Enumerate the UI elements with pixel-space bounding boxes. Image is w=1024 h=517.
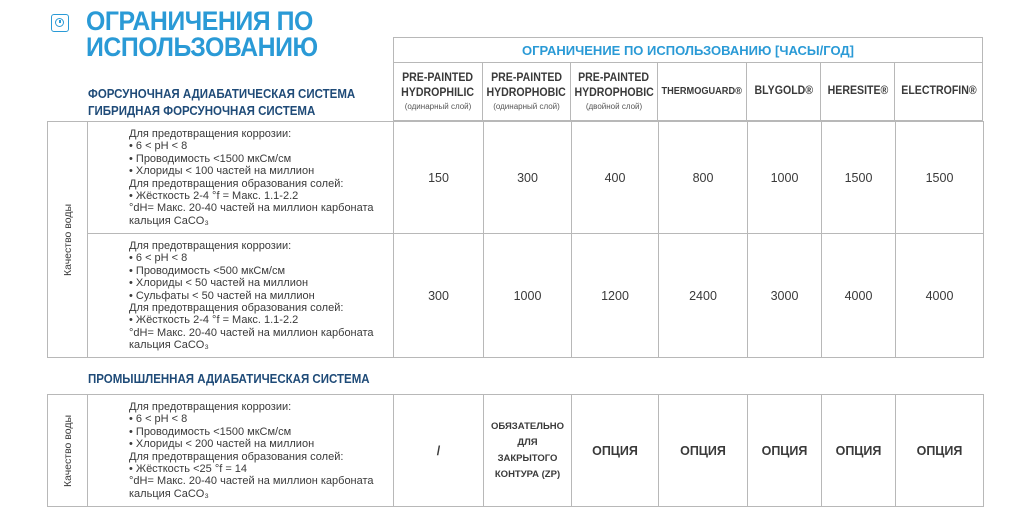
value-cell: 1200 xyxy=(572,234,659,358)
water-quality-label: Качество воды xyxy=(61,414,74,487)
side-label-cell xyxy=(48,122,88,358)
condition-line: Для предотвращения образования солей: xyxy=(129,450,344,463)
table-row xyxy=(48,234,984,358)
column-name: PRE-PAINTED xyxy=(402,72,474,84)
condition-line: Для предотвращения коррозии: xyxy=(129,401,292,413)
value-cell: 4000 xyxy=(896,234,984,358)
condition-line: Для предотвращения образования солей: xyxy=(129,302,344,315)
condition-line: °dH= Макс. 20-40 частей на миллион карбоната xyxy=(129,202,374,215)
condition-line: Для предотвращения коррозии: xyxy=(129,240,292,252)
condition-line: Для предотвращения образования солей: xyxy=(129,177,344,190)
condition-line: • Жёсткость <25 °f = 14 xyxy=(129,463,248,476)
column-name: BLYGOLD® xyxy=(754,85,813,97)
table-row xyxy=(48,395,984,507)
side-label-cell xyxy=(48,395,88,507)
condition-line: °dH= Макс. 20-40 частей на миллион карбоната xyxy=(129,326,374,339)
value-cell: 150 xyxy=(394,122,484,234)
value-cell: 1000 xyxy=(748,122,822,234)
page-title-line-1: ОГРАНИЧЕНИЯ ПО xyxy=(86,6,313,36)
info-circle-icon xyxy=(51,14,69,32)
page-title xyxy=(86,8,318,60)
column-name: HYDROPHILIC xyxy=(401,87,475,99)
column-name: HERESITE® xyxy=(827,85,888,97)
conditions-cell xyxy=(88,234,394,358)
condition-line: • Жёсткость 2-4 °f = Макс. 1.1-2.2 xyxy=(129,190,299,203)
column-header-hydrophobic-double xyxy=(571,63,658,121)
column-subtitle: (одинарный слой) xyxy=(404,102,472,111)
section-label-spray-system: ФОРСУНОЧНАЯ АДИАБАТИЧЕСКАЯ СИСТЕМА xyxy=(88,87,356,101)
value-cell: 800 xyxy=(659,122,748,234)
value-cell: 3000 xyxy=(748,234,822,358)
value-cell: ОБЯЗАТЕЛЬНО ДЛЯ ЗАКРЫТОГО КОНТУРА (ZP) xyxy=(484,395,572,507)
section-label-industrial-system: ПРОМЫШЛЕННАЯ АДИАБАТИЧЕСКАЯ СИСТЕМА xyxy=(88,372,370,386)
condition-line: кальция CaCO₃ xyxy=(129,487,209,500)
value-cell: 1500 xyxy=(822,122,896,234)
column-name: THERMOGUARD® xyxy=(661,86,743,97)
column-name: PRE-PAINTED xyxy=(578,72,650,84)
page-title-line-2: ИСПОЛЬЗОВАНИЮ xyxy=(86,32,318,62)
column-header-blygold xyxy=(747,63,821,121)
value-cell: 400 xyxy=(572,122,659,234)
condition-line: • Хлориды < 100 частей на миллион xyxy=(129,165,315,178)
value-cell: / xyxy=(394,395,484,507)
column-header-electrofin xyxy=(895,63,983,121)
conditions-cell xyxy=(88,122,394,234)
condition-line: кальция CaCO₃ xyxy=(129,339,209,352)
column-name: HYDROPHOBIC xyxy=(574,87,654,99)
column-header-hydrophilic xyxy=(393,63,483,121)
condition-line: • Хлориды < 200 частей на миллион xyxy=(129,438,315,451)
value-cell: 4000 xyxy=(822,234,896,358)
column-header-hydrophobic-single xyxy=(483,63,571,121)
condition-line: кальция CaCO₃ xyxy=(129,214,209,227)
condition-line: • Проводимость <1500 мкСм/см xyxy=(129,425,292,438)
value-cell: ОПЦИЯ xyxy=(896,395,984,507)
value-cell: 300 xyxy=(394,234,484,358)
value-cell: 1500 xyxy=(896,122,984,234)
condition-line: • 6 < pH < 8 xyxy=(129,140,188,153)
value-cell: 2400 xyxy=(659,234,748,358)
industrial-limits-table xyxy=(47,394,984,507)
water-quality-label: Качество воды xyxy=(61,203,74,276)
condition-line: • Хлориды < 50 частей на миллион xyxy=(129,277,309,290)
section-label-hybrid-system: ГИБРИДНАЯ ФОРСУНОЧНАЯ СИСТЕМА xyxy=(88,104,316,118)
column-subtitle: (одинарный слой) xyxy=(493,102,560,111)
value-cell: ОПЦИЯ xyxy=(822,395,896,507)
condition-line: • 6 < pH < 8 xyxy=(129,413,188,426)
column-name: PRE-PAINTED xyxy=(491,72,562,84)
condition-line: • Проводимость <500 мкСм/см xyxy=(129,264,286,277)
condition-line: Для предотвращения коррозии: xyxy=(129,128,292,140)
value-cell: ОПЦИЯ xyxy=(659,395,748,507)
value-cell: 300 xyxy=(484,122,572,234)
condition-line: • Проводимость <1500 мкСм/см xyxy=(129,152,292,165)
condition-line: • 6 < pH < 8 xyxy=(129,252,188,265)
usage-limits-table xyxy=(47,121,984,358)
column-name: ELECTROFIN® xyxy=(900,85,977,97)
condition-line: • Жёсткость 2-4 °f = Макс. 1.1-2.2 xyxy=(129,314,299,327)
column-name: HYDROPHOBIC xyxy=(486,87,567,99)
table-row xyxy=(48,122,984,234)
value-cell: ОПЦИЯ xyxy=(748,395,822,507)
value-cell: 1000 xyxy=(484,234,572,358)
condition-line: • Сульфаты < 50 частей на миллион xyxy=(129,289,315,302)
column-header-heresite xyxy=(821,63,895,121)
condition-line: °dH= Макс. 20-40 частей на миллион карбоната xyxy=(129,475,374,488)
conditions-cell xyxy=(88,395,394,507)
column-header-thermoguard xyxy=(658,63,747,121)
value-cell: ОПЦИЯ xyxy=(572,395,659,507)
usage-limit-header: ОГРАНИЧЕНИЕ ПО ИСПОЛЬЗОВАНИЮ [ЧАСЫ/ГОД] xyxy=(393,37,983,63)
column-subtitle: (двойной слой) xyxy=(585,102,643,111)
